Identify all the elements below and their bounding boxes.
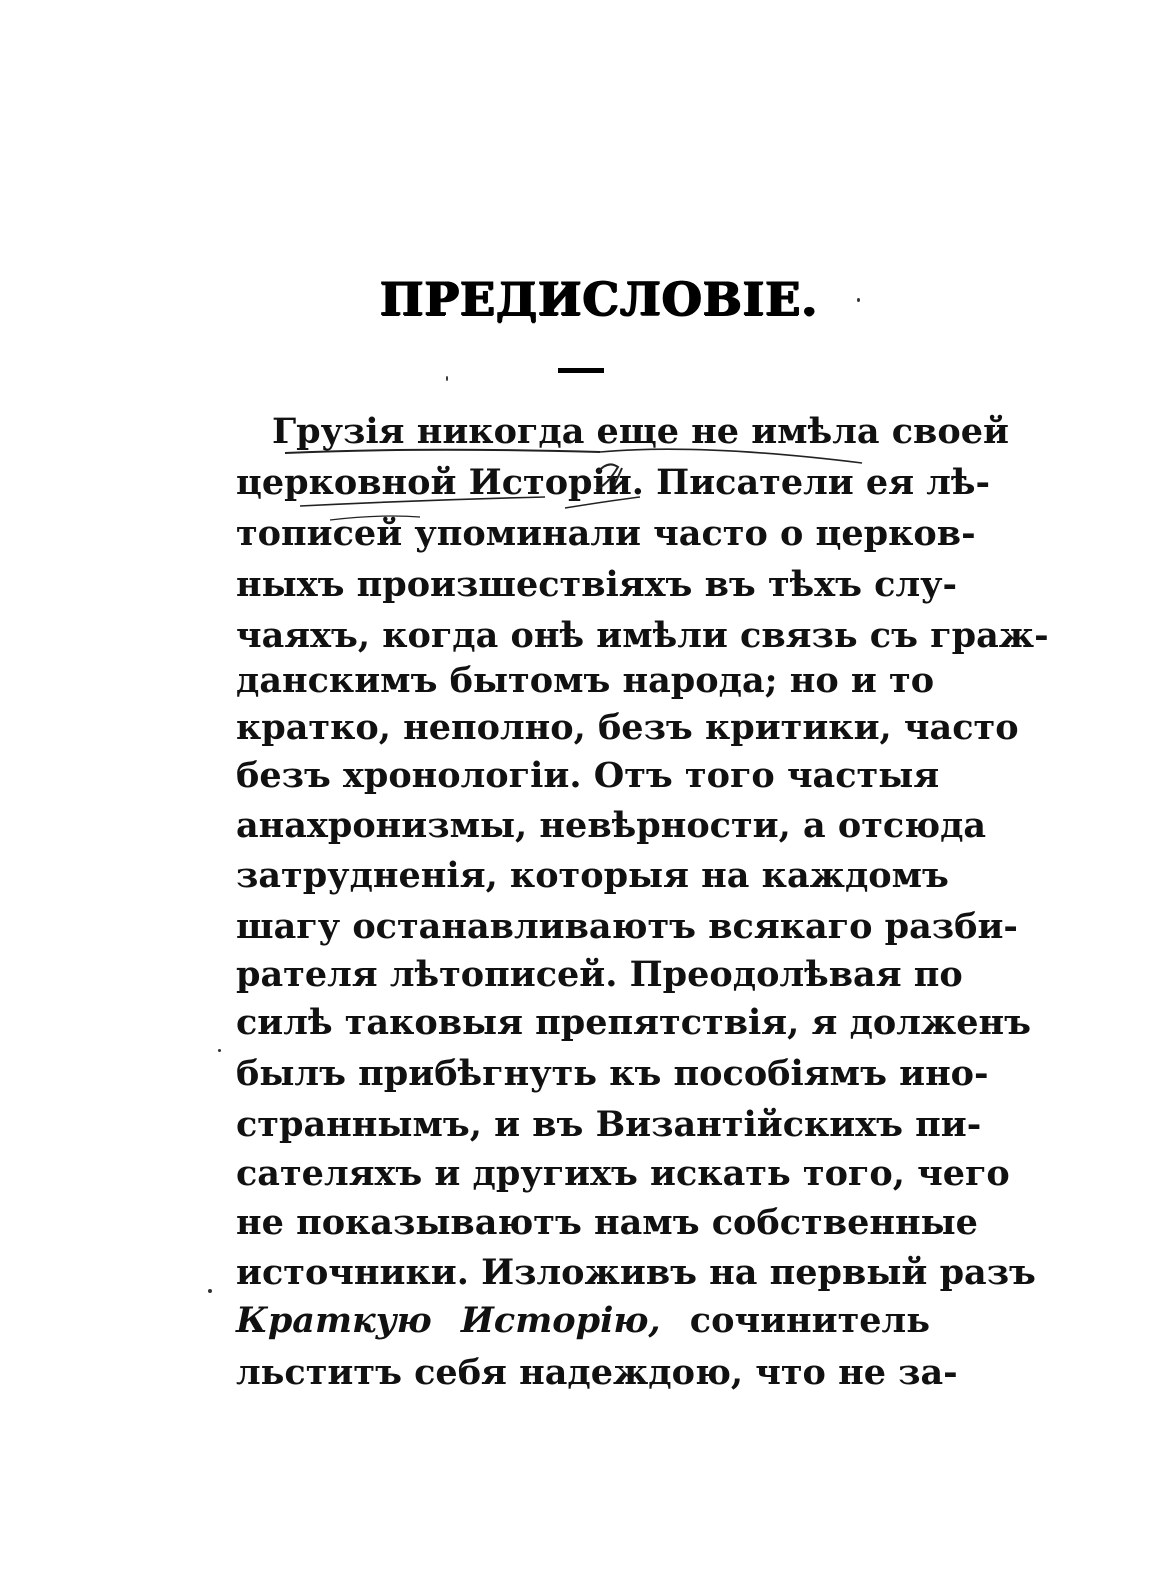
line-rest: сочинитель	[689, 1300, 930, 1341]
text-line: страннымъ, и въ Византійскихъ пи-	[236, 1104, 982, 1145]
text-line: чаяхъ, когда онѣ имѣли связь съ граж-	[236, 615, 1049, 656]
text-line: рателя лѣтописей. Преодолѣвая по	[236, 954, 963, 995]
text-line: силѣ таковыя препятствія, я долженъ	[236, 1002, 1032, 1043]
text-line: кратко, неполно, безъ критики, часто	[236, 707, 1019, 748]
text-line: шагу останавливаютъ всякаго разби-	[236, 906, 1018, 947]
text-line: ныхъ произшествіяхъ въ тѣхъ слу-	[236, 564, 958, 605]
text-line: данскимъ бытомъ народа; но и то	[236, 660, 935, 701]
text-line: источники. Изложивъ на первый разъ	[236, 1252, 1036, 1293]
text-line: тописей упоминали часто о церков-	[236, 513, 976, 554]
text-line: анахронизмы, невѣрности, а отсюда	[236, 805, 987, 846]
text-line-italic	[236, 1297, 930, 1345]
text-line: Грузія никогда еще не имѣла своей	[272, 411, 1009, 452]
text-line: льститъ себя надеждою, что не за-	[236, 1352, 958, 1393]
text-line: затрудненія, которыя на каждомъ	[236, 855, 949, 896]
italic-phrase: Краткую Исторію,	[236, 1300, 661, 1341]
text-line: былъ прибѣгнуть къ пособіямъ ино-	[236, 1053, 989, 1094]
page-title: ПРЕДИСЛОВІЕ.	[380, 272, 819, 326]
text-line: сателяхъ и другихъ искать того, чего	[236, 1153, 1010, 1194]
text-line: церковной Исторіи. Писатели ея лѣ-	[236, 462, 991, 503]
text-line: не показываютъ намъ собственные	[236, 1202, 978, 1243]
text-line: безъ хронологіи. Отъ того частыя	[236, 755, 940, 796]
